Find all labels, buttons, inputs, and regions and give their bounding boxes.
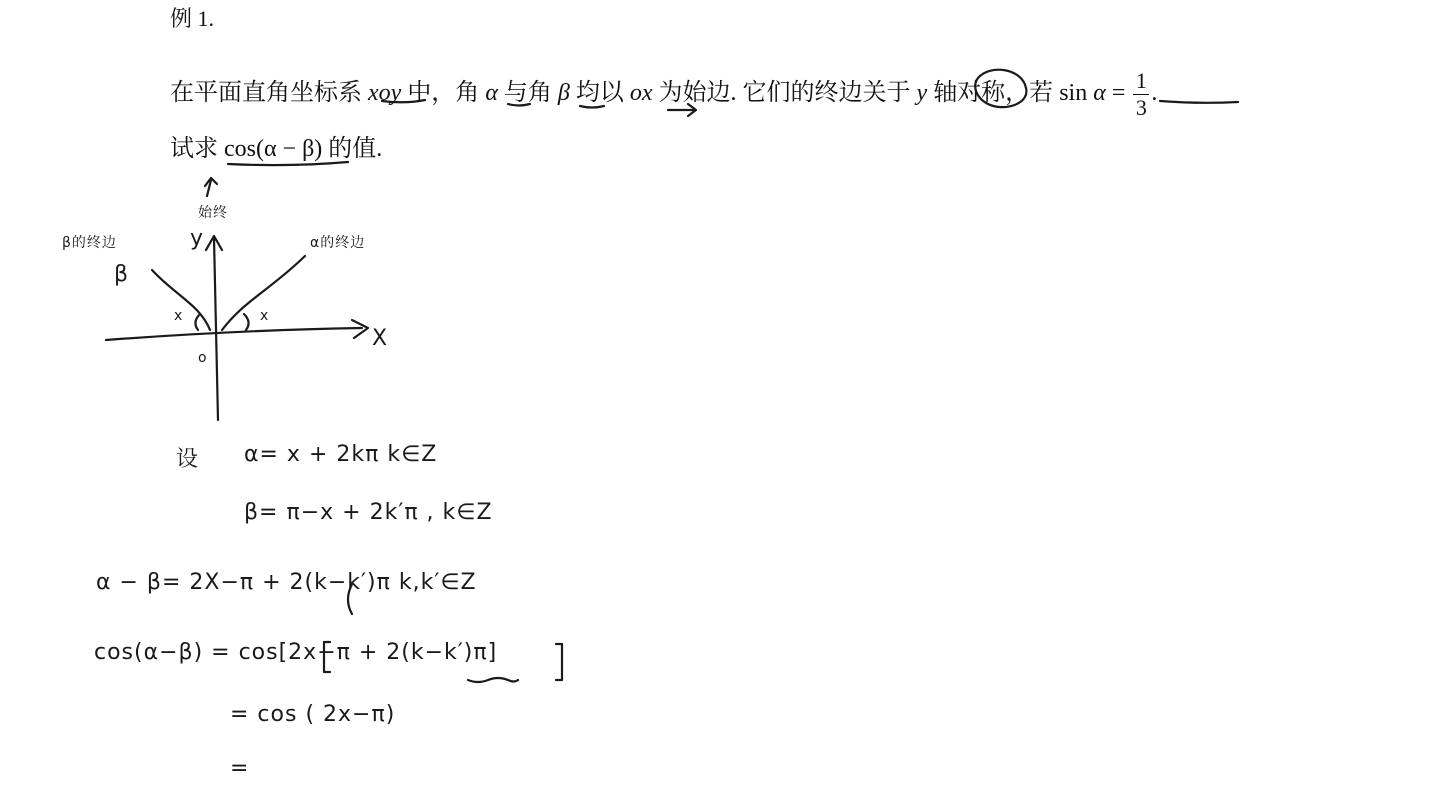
math-equals: = xyxy=(1111,80,1126,107)
example-title: 例 1. xyxy=(170,6,215,31)
graph-y-axis-label: y xyxy=(190,226,205,251)
square-bracket-right xyxy=(556,644,562,680)
graph-beta-side-label: β的终边 xyxy=(62,235,117,251)
problem-text: 的值. xyxy=(328,136,383,162)
graph-y-top-label: 始终 xyxy=(198,205,228,221)
problem-text: 均以 xyxy=(575,80,624,107)
graph-alpha-side-label: α的终边 xyxy=(310,235,366,251)
graph-angle-left-label: x xyxy=(174,308,184,324)
underline-cos-expression xyxy=(228,162,348,165)
angle-arc-right xyxy=(244,314,249,330)
problem-text: 在平面直角坐标系 xyxy=(170,80,362,107)
solution-line-6: = xyxy=(230,756,250,781)
math-alpha-2: α xyxy=(1093,80,1106,107)
underline-beta xyxy=(580,106,604,108)
angle-arc-left xyxy=(195,314,200,330)
math-cos-expression: cos(α − β) xyxy=(224,136,323,162)
math-sin: sin xyxy=(1059,80,1088,107)
math-beta: β xyxy=(557,80,570,107)
underline-alpha xyxy=(508,104,530,106)
graph-beta-letter: β xyxy=(114,262,130,287)
fraction-denominator: 3 xyxy=(1135,95,1147,120)
problem-text: 中，角 xyxy=(407,80,480,107)
math-ox: ox xyxy=(629,80,653,107)
problem-text: 轴对称，若 xyxy=(933,80,1054,107)
fraction-numerator: 1 xyxy=(1135,68,1147,93)
solution-line-4: cos(α−β) = cos[2x−π + 2(k−k′)π] xyxy=(94,640,498,665)
problem-text: 与角 xyxy=(503,80,552,107)
graph-angle-right-label: x xyxy=(260,308,270,324)
solution-line-5: = cos ( 2x−π) xyxy=(230,702,396,727)
arrow-ox xyxy=(668,104,696,116)
graph-x-axis-label: X xyxy=(372,326,389,351)
circle-y-axis xyxy=(975,70,1026,107)
solution-set-label: 设 xyxy=(176,447,200,472)
graph-origin-label: o xyxy=(198,350,208,366)
underline-xoy xyxy=(382,100,425,102)
problem-text: 为始边. 它们的终边关于 xyxy=(658,80,911,107)
solution-line-2: β= π−x + 2k′π , k∈Z xyxy=(244,500,493,525)
wavy-underline xyxy=(468,678,518,682)
math-alpha: α xyxy=(485,80,498,107)
math-y: y xyxy=(916,80,928,107)
solution-line-1: α= x + 2kπ k∈Z xyxy=(244,442,438,467)
underline-sin-condition xyxy=(1160,101,1238,103)
solution-line-3: α − β= 2X−π + 2(k−k′)π k,k′∈Z xyxy=(96,570,477,595)
problem-text: 试求 xyxy=(170,136,218,162)
arrow-to-label xyxy=(205,178,217,196)
math-xoy: xoy xyxy=(368,80,402,107)
x-axis-line xyxy=(106,320,368,340)
period: . xyxy=(1151,80,1158,107)
